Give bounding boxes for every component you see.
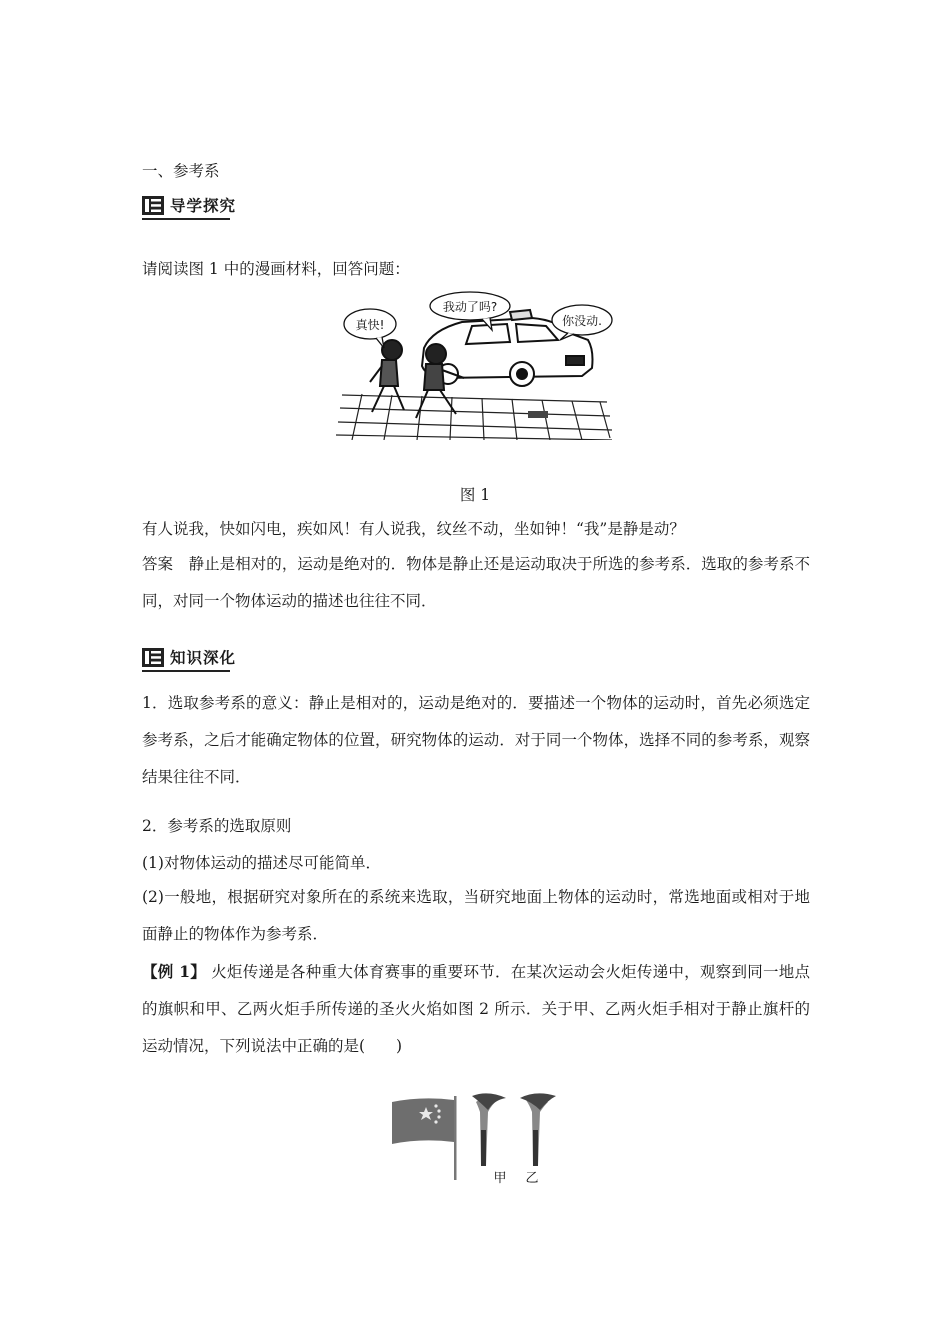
flag-icon: [392, 1096, 457, 1180]
point-2-1: (1)对物体运动的描述尽可能简单．: [142, 854, 381, 872]
section-badge-guided-inquiry: [142, 194, 236, 216]
badge-underline: [142, 218, 230, 220]
point-2: 2．参考系的选取原则: [142, 817, 292, 835]
figure-1-caption: 图 1: [459, 486, 491, 504]
section-badge-icon: [142, 196, 164, 215]
point-1: 1．选取参考系的意义：静止是相对的，运动是绝对的．要描述一个物体的运动时，首先必须选定参考系，之后才能确定物体的位置，研究物体的运动．对于同一个物体，选择不同的参考系，观察结果往往不同．: [142, 694, 810, 786]
example-label: 【例 1】: [142, 962, 207, 981]
badge-label: 知识深化: [170, 649, 237, 667]
example-text: 火炬传递是各种重大体育赛事的重要环节．在某次运动会火炬传递中，观察到同一地点的旗帜和甲、乙两火炬手所传递的圣火火焰如图 2 所示．关于甲、乙两火炬手相对于静止旗杆的运动情况，下列说法中正确的是( ): [142, 963, 810, 1055]
section-title: 一、参考系: [142, 162, 220, 180]
label-yi: 乙: [525, 1171, 539, 1186]
question-text: 有人说我，快如闪电，疾如风！有人说我，纹丝不动，坐如钟！“我”是静是动？: [142, 520, 685, 538]
example-1: [142, 953, 810, 1065]
badge-label: 导学探究: [170, 197, 237, 215]
torch-icon: [520, 1093, 556, 1166]
point-2-2: (2)一般地，根据研究对象所在的系统来选取，当研究地面上物体的运动时，常选地面或相对于地面静止的物体作为参考系．: [142, 888, 810, 943]
ground-object: [528, 411, 548, 418]
badge-underline: [142, 670, 230, 672]
answer-text: 答案 静止是相对的，运动是绝对的．物体是静止还是运动取决于所选的参考系．选取的参考系不同，对同一个物体运动的描述也往往不同．: [142, 555, 810, 610]
label-jia: 甲: [493, 1171, 507, 1186]
section-badge-icon: [142, 648, 164, 667]
torch-icon: [472, 1093, 506, 1166]
bubble-right: 你没动.: [562, 314, 602, 328]
figure-1-cartoon: [332, 290, 614, 440]
bubble-middle: 我动了吗?: [442, 300, 498, 314]
figure-2-flag-torches: [388, 1090, 563, 1186]
section-badge-knowledge: [142, 646, 236, 668]
intro-text: 请阅读图 1 中的漫画材料，回答问题：: [142, 260, 410, 278]
bubble-left: 真快!: [355, 318, 385, 332]
